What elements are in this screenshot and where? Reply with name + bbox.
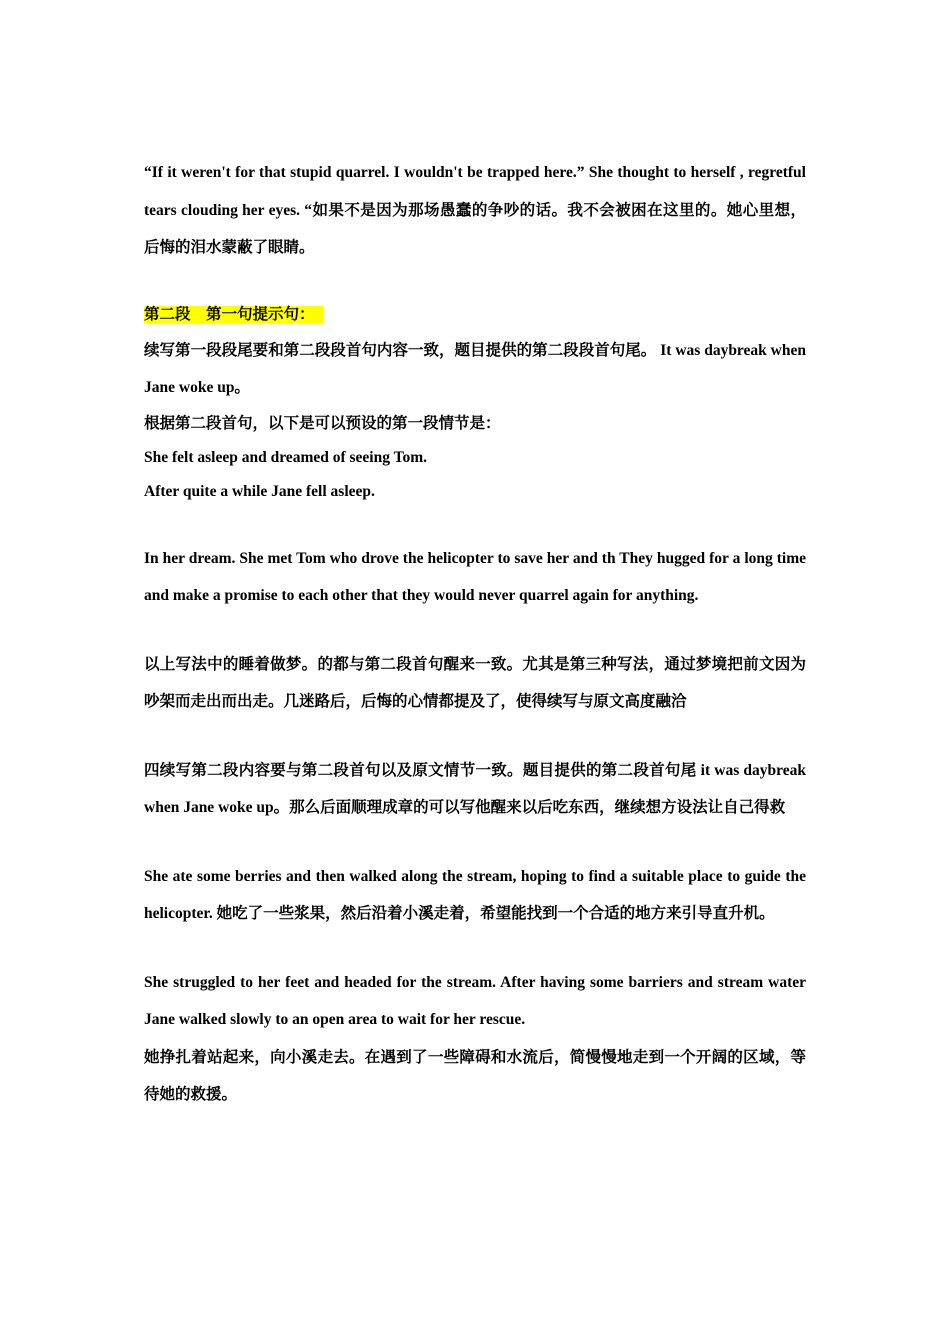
paragraph-section-four: 四续写第二段内容要与第二段首句以及原文情节一致。题目提供的第二段首句尾 it was daybreak when Jane woke up。那么后面顺理成章的可以写他醒来以后吃东西，继续想方设法让自己得救 (144, 761, 806, 816)
paragraph-dream: In her dream. She met Tom who drove the helicopter to save her and th They hugged for a long time and make a promise to each other that they would never quarrel again for anything. (144, 549, 806, 604)
paragraph-analysis: 以上写法中的睡着做梦。的都与第二段首句醒来一致。尤其是第三种写法，通过梦境把前文因为吵架而走出而出走。几迷路后，后悔的心情都提及了，使得续写与原文高度融洽 (144, 655, 806, 710)
paragraph-continuation-rule: 续写第一段段尾要和第二段段首句内容一致，题目提供的第二段段首句尾。 It was daybreak when Jane woke up。 (144, 341, 806, 396)
paragraph-struggle-zh: 她挣扎着站起来，向小溪走去。在遇到了一些障碍和水流后，简慢慢地走到一个开阔的区域，等待她的救援。 (144, 1048, 806, 1103)
paragraph-example-1: She felt asleep and dreamed of seeing Tom. (144, 448, 428, 466)
highlighted-heading: 第二段 第一句提示句： (144, 306, 323, 323)
paragraph-example-2: After quite a while Jane fell asleep. (144, 482, 375, 500)
paragraph-struggle-en: She struggled to her feet and headed for the stream. After having some barriers and stream water Jane walked slowly to an open area to wait for her rescue. (144, 973, 806, 1028)
section-heading (144, 298, 806, 332)
document-page (144, 154, 806, 1114)
paragraph-preset-intro: 根据第二段首句，以下是可以预设的第一段情节是： (144, 414, 501, 432)
paragraph-quarrel: “If it weren't for that stupid quarrel. I wouldn't be trapped here.” She thought to herself , regretful tears clouding her eyes. “如果不是因为那场愚蠢的争吵的话。我不会被困在这里的。她心里想，后悔的泪水蒙蔽了眼睛。 (144, 164, 806, 256)
paragraph-berries: She ate some berries and then walked along the stream, hoping to find a suitable place to guide the helicopter. 她吃了一些浆果，然后沿着小溪走着，希望能找到一个合适的地方来引导直升机。 (144, 867, 806, 922)
